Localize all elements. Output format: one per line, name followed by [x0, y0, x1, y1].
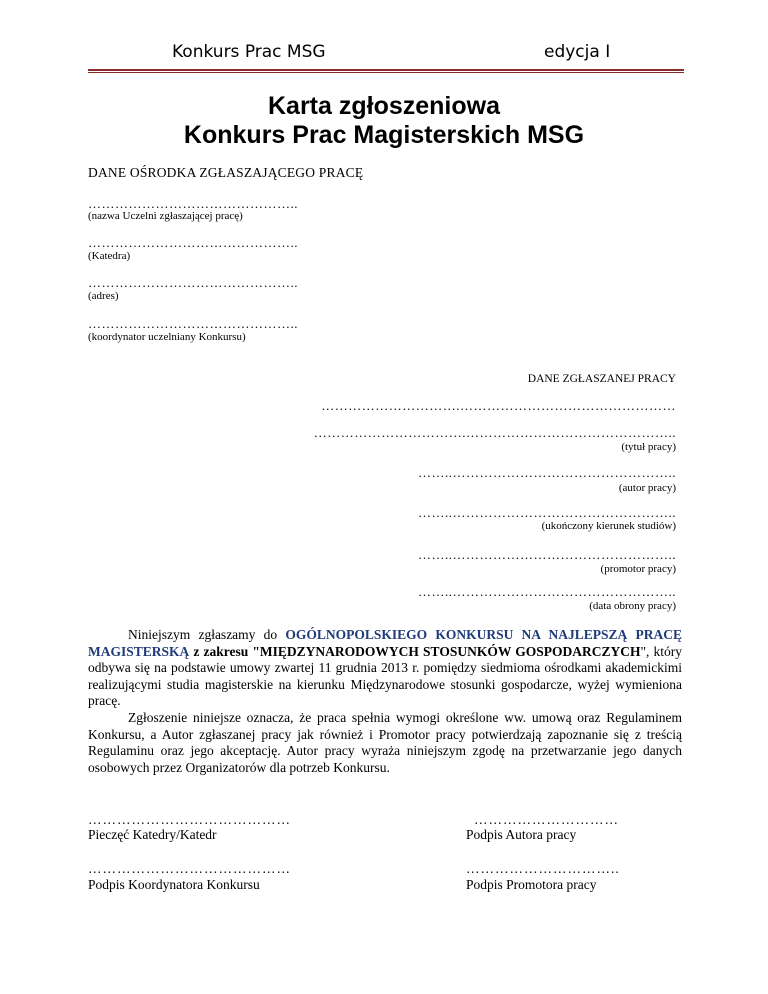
- declaration-paragraph-1: [88, 627, 682, 710]
- signature-label-supervisor: Podpis Promotora pracy: [466, 877, 597, 892]
- department-label: (Katedra): [88, 250, 131, 262]
- document-subtitle: Konkurs Prac Magisterskich MSG: [183, 121, 585, 149]
- declaration-paragraph-2: Zgłoszenie niniejsze oznacza, że praca spełnia wymogi określone ww. umową oraz Regulaminem Konkursu, a Autor zgłaszanej pracy jak również i Promotor pracy potwierdzają zapoznanie się z treścią Regulaminu oraz jego akceptację. Autor pracy wyraża niniejszym zgodę na przetwarzanie jego danych osobowych przez Organizatorów dla potrzeb Konkursu.: [88, 709, 682, 775]
- document-title: Karta zgłoszeniowa: [268, 92, 500, 120]
- signature-line-department: ……………………………………: [88, 812, 291, 827]
- supervisor-dots: ……..…………………………………………..: [418, 547, 676, 562]
- declaration-agreement: ", który odbywa się na podstawie umowy zwartej 11 grudnia 2013 r. pomiędzy siedmioma ośrodkami akademickimi realizującymi studia magisterskie na kierunku Międzynarodowe stosunki gospodarcze, wyżej wymieniona pracę.: [88, 643, 682, 709]
- supervisor-label: (promotor pracy): [600, 563, 676, 575]
- coordinator-dots: ………………………………………..: [88, 316, 298, 331]
- section-institution-heading: DANE OŚRODKA ZGŁASZAJĄCEGO PRACĘ: [88, 165, 364, 180]
- field-of-study-label: (ukończony kierunek studiów): [541, 520, 676, 532]
- department-dots: ………………………………………..: [88, 235, 298, 250]
- signature-label-coordinator: Podpis Koordynatora Konkursu: [88, 877, 260, 892]
- declaration-intro: Niniejszym zgłaszamy do: [128, 627, 286, 642]
- address-dots: ………………………………………..: [88, 275, 298, 290]
- header-rule: [88, 69, 684, 71]
- header-edition: edycja I: [544, 42, 611, 62]
- signature-line-coordinator: ……………………………………: [88, 861, 291, 876]
- thesis-title-dots-2: …………………………….………………………………………..: [313, 425, 676, 440]
- signature-line-supervisor: …………………………..: [466, 861, 620, 876]
- competition-name-highlight: OGÓLNOPOLSKIEGO KONKURSU NA NAJLEPSZĄ PRACĘ MAGISTERSKĄ: [88, 627, 682, 659]
- section-thesis-heading: DANE ZGŁASZANEJ PRACY: [527, 373, 676, 385]
- coordinator-label: (koordynator uczelniany Konkursu): [88, 331, 246, 343]
- signature-line-author: …………………………: [474, 812, 619, 827]
- author-label: (autor pracy): [618, 482, 676, 494]
- defense-date-label: (data obrony pracy): [589, 600, 676, 612]
- author-dots: ……..…………………………………………..: [418, 465, 676, 480]
- institution-name-label: (nazwa Uczelni zgłaszającej pracę): [88, 210, 243, 222]
- address-label: (adres): [88, 290, 119, 302]
- thesis-title-dots-1: ………………………….…………………………………………: [321, 398, 676, 413]
- defense-date-dots: ……..…………………………………………..: [418, 584, 676, 599]
- header-competition-name: Konkurs Prac MSG: [172, 42, 326, 62]
- signature-label-department: Pieczęć Katedry/Katedr: [88, 827, 217, 842]
- field-name-bold: z zakresu "MIĘDZYNARODOWYCH STOSUNKÓW GOSPODARCZYCH: [189, 643, 641, 659]
- signature-label-author: Podpis Autora pracy: [466, 827, 577, 842]
- header-rule-thin: [88, 72, 684, 73]
- field-of-study-dots: ……..…………………………………………..: [418, 505, 676, 520]
- thesis-title-label: (tytuł pracy): [621, 441, 676, 453]
- declaration-text: [88, 627, 682, 776]
- institution-name-dots: ………………………………………..: [88, 196, 298, 211]
